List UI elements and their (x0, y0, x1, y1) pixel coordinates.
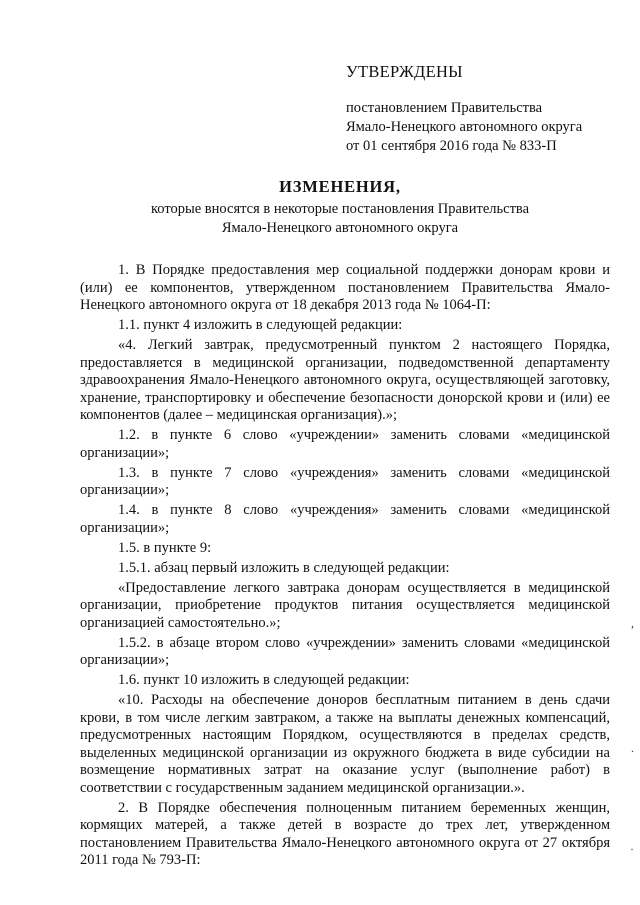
paragraph: 1.5.1. абзац первый изложить в следующей редакции: (118, 559, 450, 576)
paragraph: «4. Легкий завтрак, предусмотренный пунктом 2 настоящего Порядка, предоставляется в медицинской организации, подведомственной департаменту здравоохранения Ямало-Ненецкого автономного округа, осуществляющей заготовку, хранение, транспортировку и обеспечение безопасности донорской крови и (или) ее компонентов (далее – медицинская организация).»; (80, 337, 610, 423)
paragraph: 1.1. пункт 4 изложить в следующей редакции: (118, 317, 403, 333)
approval-block (346, 62, 616, 156)
paragraph: 2. В Порядке обеспечения полноценным питанием беременных женщин, кормящих матерей, а также детей в возрасте до трех лет, утвержденном постановлением Правительства Ямало-Ненецкого автономного округа от 27 октября 2011 года № 793-П: (80, 799, 610, 868)
document-subtitle-line: Ямало-Ненецкого автономного округа (221, 220, 459, 236)
paragraph: 1. В Порядке предоставления мер социальной поддержки донорам крови и (или) ее компонентов, утвержденном постановлением Правительства Ямало-Ненецкого автономного округа от 18 декабря 2013 года № 1064-П: (80, 262, 610, 313)
approval-heading: УТВЕРЖДЕНЫ (346, 62, 463, 81)
paragraph: 1.5. в пункте 9: (118, 539, 212, 556)
margin-mark: · (630, 842, 634, 856)
margin-mark: , (631, 616, 634, 630)
paragraph: 1.3. в пункте 7 слово «учреждения» заменить словами «медицинской организации»; (80, 464, 610, 498)
title-block (0, 177, 640, 238)
document-body (80, 262, 610, 872)
margin-mark: . (631, 741, 634, 755)
approval-line: постановлением Правительства (346, 100, 543, 116)
paragraph: «10. Расходы на обеспечение доноров бесплатным питанием в день сдачи крови, в том числе легким завтраком, а также на выплаты денежных компенсаций, предусмотренных настоящим Порядком, осуществляются в пределах средств, выделенных медицинской организации из окружного бюджета в виде субсидии на возмещение нормативных затрат на оказание услуг (выполнение работ) в соответствии с государственным заданием медицинской организации.». (80, 692, 610, 796)
document-title: ИЗМЕНЕНИЯ, (279, 177, 401, 196)
paragraph: 1.5.2. в абзаце втором слово «учреждении» заменить словами «медицинской организации»; (80, 634, 610, 668)
paragraph: 1.6. пункт 10 изложить в следующей редакции: (118, 672, 410, 688)
document-subtitle-line: которые вносятся в некоторые постановления Правительства (150, 201, 530, 217)
paragraph: «Предоставление легкого завтрака донорам осуществляется в медицинской организации, приобретение продуктов питания осуществляется медицинской организацией самостоятельно.»; (80, 579, 610, 631)
approval-line: Ямало-Ненецкого автономного округа (346, 119, 583, 135)
approval-line: от 01 сентября 2016 года № 833-П (346, 138, 557, 154)
paragraph: 1.2. в пункте 6 слово «учреждении» заменить словами «медицинской организации»; (80, 427, 610, 461)
paragraph: 1.4. в пункте 8 слово «учреждения» заменить словами «медицинской организации»; (80, 502, 610, 536)
